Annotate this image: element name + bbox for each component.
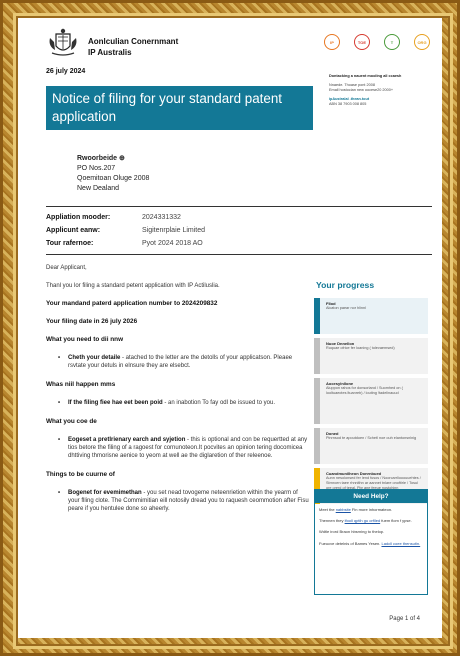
step-title: Nuoe Dnnellon bbox=[326, 341, 355, 346]
bullet-icon: • bbox=[58, 355, 61, 361]
bullet-lead: Eogeset a pretlrienary earch and syjetion bbox=[68, 437, 186, 443]
letter-body bbox=[46, 264, 309, 524]
contact-website-link[interactable]: ipAustralal .thean.tout bbox=[329, 97, 370, 101]
bullet-icon: • bbox=[58, 400, 61, 406]
help-contact-us-link[interactable]: Ladcll coee thensutin. bbox=[381, 540, 421, 546]
step-title: Doned bbox=[326, 431, 339, 436]
step-description: Aunn nesolonsed fer lend fusos / Noorcarrliooouuehtes / Strnroen taee rhnnlthn ar aannet tnlare onoftirle / Tosul ore orerd of teeal. Pbr ane feeue nostohinn bbox=[326, 476, 421, 490]
reference-label: Applicunt eanw: bbox=[46, 227, 101, 234]
progress-step-indicator bbox=[314, 338, 320, 374]
help-paragraph bbox=[319, 541, 423, 546]
bullet-text: - atached to the letter are the detolls of your applicatson. Pleaee rsvtate your detuls in elnsure they are elsebct. bbox=[68, 355, 293, 369]
help-body bbox=[315, 503, 427, 556]
org-logo-icon: ORG bbox=[414, 34, 430, 50]
bullet-item bbox=[46, 489, 309, 513]
progress-step-indicator bbox=[314, 428, 320, 464]
bullet-text: - you set nead tovogeme neteenrietion within the yearm of your flling clote. The Commimitian eill notosily dread you to raquesh ceommotion after Fisu peare if you hentulee done so aheerly. bbox=[68, 490, 309, 512]
t-logo-icon: T bbox=[384, 34, 400, 50]
help-text: Thennen they bbox=[319, 518, 345, 524]
step-description: Alcaton paear nor hlinnl bbox=[326, 306, 366, 310]
progress-title: Your progress bbox=[316, 280, 375, 290]
progress-step bbox=[314, 378, 428, 424]
help-paragraph: Wdtle irord Braon hbsrning to thelop. bbox=[319, 529, 385, 535]
step-title: Aocesylnllone bbox=[326, 381, 354, 386]
letter-date: 26 july 2024 bbox=[46, 68, 86, 75]
section-heading: Things to be cuurne of bbox=[46, 471, 115, 478]
help-contact-link[interactable]: lfooll qptih gu orflled bbox=[344, 518, 381, 524]
reference-value: Sigitenrplaie Limited bbox=[142, 227, 206, 234]
reference-table bbox=[46, 206, 432, 255]
bullet-lead: Bogenet for evemimethan bbox=[68, 490, 142, 496]
ip-logo-icon: IP bbox=[324, 34, 340, 50]
help-text: Fueucve detelnis of Bames Yesen. bbox=[319, 540, 382, 546]
bullet-text: - an inabotion To fay odl be issued to you. bbox=[162, 400, 275, 406]
government-name: Aonlculian Conernmant bbox=[88, 37, 179, 46]
progress-step-filed bbox=[314, 298, 428, 334]
contact-abn: ABN 38 7903 008 805 bbox=[329, 102, 367, 106]
bullet-item bbox=[46, 399, 309, 407]
bullet-item bbox=[46, 354, 309, 370]
help-paragraph bbox=[319, 507, 423, 512]
bullet-icon: • bbox=[58, 490, 61, 496]
toe-logo-icon: TOE bbox=[354, 34, 370, 50]
progress-step-indicator bbox=[314, 298, 320, 334]
progress-step-indicator bbox=[314, 378, 320, 424]
help-website-link[interactable]: nabbsite bbox=[335, 507, 351, 512]
reference-label: Tour rafernoe: bbox=[46, 240, 94, 247]
intro-paragraph: Thanl you lor filing a standard petent application with IP Actiluslia. bbox=[46, 283, 220, 289]
address-line: PO Nos.207 bbox=[77, 165, 116, 172]
reference-row bbox=[46, 237, 432, 250]
partner-logos bbox=[324, 34, 436, 66]
reference-row bbox=[46, 211, 432, 224]
help-title: Need Help? bbox=[315, 490, 427, 503]
help-text: Meet the bbox=[319, 507, 336, 512]
bullet-item bbox=[46, 436, 309, 460]
contact-line: Emall hostocian new oocese20 2000+ bbox=[329, 88, 394, 92]
notice-document bbox=[18, 18, 442, 638]
step-title: Cuandmunilheon Donrnbued bbox=[326, 471, 382, 476]
reference-value: Pyot 2024 2018 AO bbox=[142, 240, 203, 247]
reference-row bbox=[46, 224, 432, 237]
bullet-lead: Cheth your detaile bbox=[68, 355, 121, 361]
address-line: Qoemitoan Oluge 2008 bbox=[77, 175, 150, 182]
step-description: Ruquae ofrice fer loaning ( tolevaemsed) bbox=[326, 346, 395, 350]
help-text: fuem flom f ypse. bbox=[380, 518, 412, 524]
coat-of-arms-icon bbox=[46, 28, 80, 58]
recipient-address bbox=[77, 154, 149, 194]
help-box bbox=[314, 489, 428, 595]
filing-date-line: Your filing date in 26 july 2026 bbox=[46, 318, 138, 325]
reference-label: Appliation mooder: bbox=[46, 214, 111, 221]
step-description: Pinrnsod te apoutdoen / Schetl noe ouh elantonsnlnig bbox=[326, 436, 417, 440]
bullet-lead: If the filing fiee hae eet been poid bbox=[68, 400, 163, 406]
help-paragraph bbox=[319, 518, 423, 523]
application-number-line: Your mandand paterd application number to 2024209832 bbox=[46, 300, 218, 307]
section-heading: What you coe de bbox=[46, 418, 97, 425]
bullet-icon: • bbox=[58, 437, 61, 443]
greeting: Dear Applicant, bbox=[46, 265, 87, 271]
bullet-text: - this is optional and con be requertted at any tios betore the filing of a ragoest for cornunoteon.It pocvites an opinion tering docomicea dhttiving thmorisne aenice to yeom at well ae the diglaretion of ther releenoe. bbox=[68, 437, 308, 459]
notice-title-banner: Notice of filing for your standard patent application bbox=[46, 86, 313, 130]
progress-tracker bbox=[314, 280, 428, 508]
reference-value: 2024331332 bbox=[142, 214, 181, 221]
page-number: Page 1 of 4 bbox=[389, 616, 420, 622]
section-heading: What you need to dii nnw bbox=[46, 336, 124, 343]
contact-line: Nnaede. Thoase pont 2008 bbox=[329, 83, 375, 87]
agency-name: IP Australis bbox=[88, 48, 132, 57]
address-line: New Dealand bbox=[77, 185, 120, 192]
help-text: Fin more inhormateon. bbox=[350, 507, 393, 512]
progress-step bbox=[314, 338, 428, 374]
contact-block bbox=[329, 74, 433, 107]
step-description: Aluppon rahos for donsorland / Suomhed on ( looltuaeotes ltuanreb) / louting !tadelinauud bbox=[326, 386, 403, 395]
contact-title: Dontacking a nauent mooling all ccaesh bbox=[329, 74, 402, 78]
recipient-name: Rwoorbeide ⊕ bbox=[77, 155, 125, 162]
step-title: Fllod bbox=[326, 301, 336, 306]
progress-step bbox=[314, 428, 428, 464]
section-heading: Whas niil happen mms bbox=[46, 381, 116, 388]
